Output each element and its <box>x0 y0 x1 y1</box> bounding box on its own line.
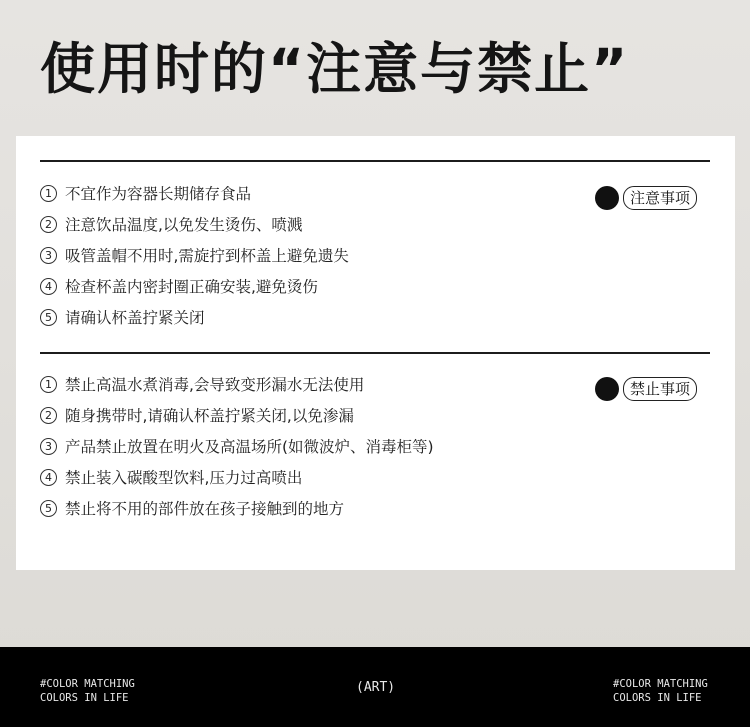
attention-item-text: 请确认杯盖拧紧关闭 <box>65 309 205 327</box>
prohibition-list <box>40 370 434 525</box>
attention-list <box>40 179 349 334</box>
prohibition-item <box>40 432 434 463</box>
attention-tag <box>595 186 697 210</box>
prohibition-item-text: 随身携带时,请确认杯盖拧紧关闭,以免渗漏 <box>65 407 354 425</box>
circled-number: 4 <box>40 278 57 295</box>
footer-middle-label: (ART) <box>356 680 396 695</box>
footer-left-caption <box>40 677 135 705</box>
prohibition-tag <box>595 377 697 401</box>
circled-number: 5 <box>40 309 57 326</box>
circled-number: 2 <box>40 407 57 424</box>
footer-right-line1: #COLOR MATCHING <box>613 678 708 690</box>
prohibition-item-text: 禁止将不用的部件放在孩子接触到的地方 <box>65 500 345 518</box>
footer-left-line2: COLORS IN LIFE <box>40 692 129 704</box>
prohibition-item <box>40 463 434 494</box>
attention-item <box>40 272 349 303</box>
bullet-dot-icon <box>595 377 619 401</box>
circled-number: 1 <box>40 376 57 393</box>
prohibition-item <box>40 401 434 432</box>
prohibition-tag-label: 禁止事项 <box>623 377 697 401</box>
attention-item <box>40 179 349 210</box>
circled-number: 5 <box>40 500 57 517</box>
prohibition-item <box>40 370 434 401</box>
footer-bar <box>0 647 750 727</box>
attention-item <box>40 303 349 334</box>
circled-number: 3 <box>40 438 57 455</box>
attention-divider <box>40 160 710 162</box>
footer-right-line2: COLORS IN LIFE <box>613 692 702 704</box>
attention-item-text: 不宜作为容器长期储存食品 <box>65 185 252 203</box>
page-title: 使用时的“注意与禁止” <box>40 37 630 101</box>
attention-item-text: 注意饮品温度,以免发生烫伤、喷溅 <box>65 216 303 234</box>
attention-item-text: 检查杯盖内密封圈正确安装,避免烫伤 <box>65 278 318 296</box>
attention-item <box>40 210 349 241</box>
prohibition-item-text: 禁止高温水煮消毒,会导致变形漏水无法使用 <box>65 376 365 394</box>
prohibition-divider <box>40 352 710 354</box>
notice-card <box>16 136 735 570</box>
footer-left-line1: #COLOR MATCHING <box>40 678 135 690</box>
attention-item-text: 吸管盖帽不用时,需旋拧到杯盖上避免遗失 <box>65 247 349 265</box>
circled-number: 1 <box>40 185 57 202</box>
attention-item <box>40 241 349 272</box>
prohibition-item-text: 产品禁止放置在明火及高温场所(如微波炉、消毒柜等) <box>65 438 434 456</box>
footer-right-caption <box>613 677 708 705</box>
prohibition-item <box>40 494 434 525</box>
circled-number: 4 <box>40 469 57 486</box>
circled-number: 3 <box>40 247 57 264</box>
circled-number: 2 <box>40 216 57 233</box>
bullet-dot-icon <box>595 186 619 210</box>
attention-tag-label: 注意事项 <box>623 186 697 210</box>
prohibition-item-text: 禁止装入碳酸型饮料,压力过高喷出 <box>65 469 303 487</box>
